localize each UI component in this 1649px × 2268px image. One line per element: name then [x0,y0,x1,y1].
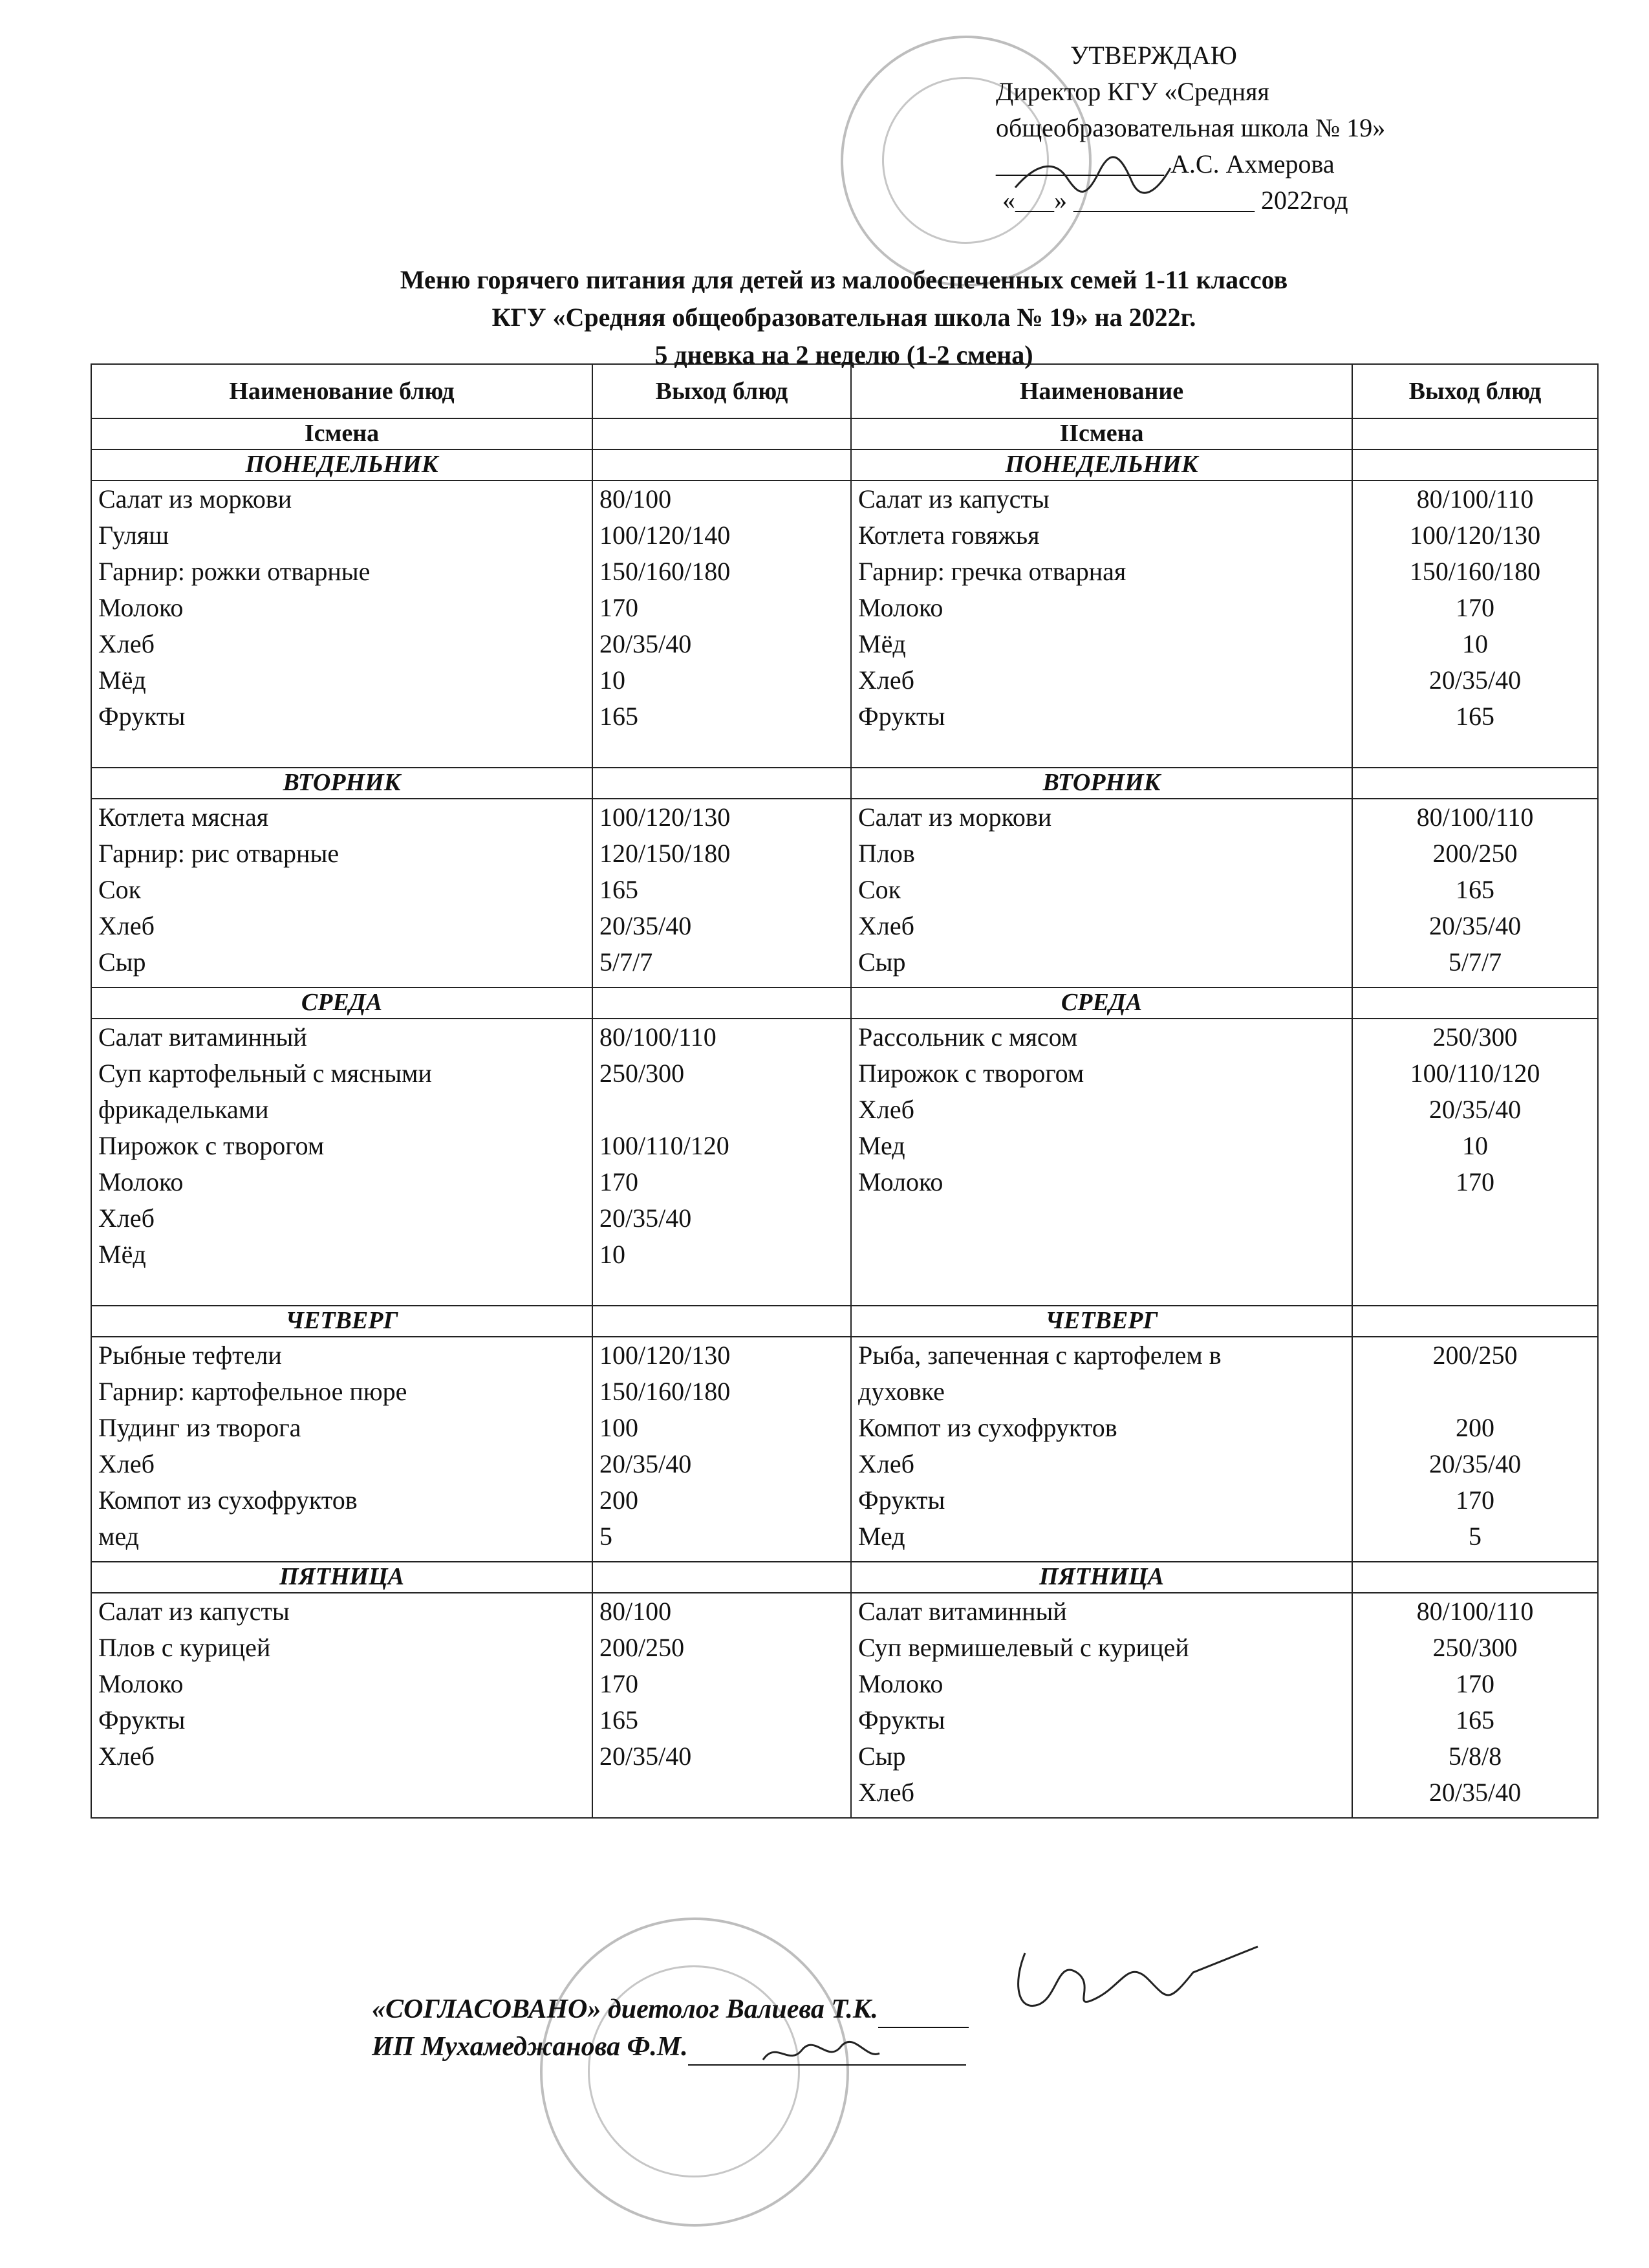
portion-value: 20/35/40 [599,1204,692,1233]
portion-value: 5/8/8 [1448,1742,1502,1771]
empty-cell [592,1306,851,1337]
portion-value: 20/35/40 [1428,665,1522,695]
dishes-row [91,1019,1598,1306]
document-title-line-3: 5 дневка на 2 неделю (1-2 смена) [654,340,1033,369]
dish-name: Хлеб [98,629,155,658]
dish-name: Пирожок с творогом [858,1059,1084,1088]
portion-value: 20/35/40 [1428,1449,1522,1478]
portion-value: 5/7/7 [1448,947,1502,977]
portion-value: 80/100/110 [599,1022,717,1052]
dish-list-shift-1 [91,799,592,988]
column-header-portion: Выход блюд [592,364,851,418]
day-name-shift-2: ВТОРНИК [851,768,1352,799]
day-name-shift-2: ПЯТНИЦА [851,1562,1352,1593]
portion-value: 10 [1462,629,1488,658]
dish-list-shift-2 [851,799,1352,988]
dishes-row [91,481,1598,768]
dish-name: Пудинг из творога [98,1413,301,1442]
empty-cell [592,768,851,799]
day-name-shift-1: ВТОРНИК [91,768,592,799]
agreed-entrepreneur: ИП Мухамеджанова Ф.М. [372,2028,969,2066]
day-name-shift-1: СРЕДА [91,988,592,1019]
signature-line [878,2001,969,2028]
dish-name: Гарнир: рис отварные [98,839,339,868]
approval-position: Директор КГУ «Средняя [996,77,1269,106]
portion-value: 100/110/120 [599,1131,729,1160]
portion-value: 10 [599,665,625,695]
dish-name: Мёд [98,1240,146,1269]
dish-name: Салат из моркови [858,803,1052,832]
shift-2-label: IIсмена [851,418,1352,449]
dishes-row [91,799,1598,988]
day-row [91,1562,1598,1593]
dish-name: Сыр [98,947,146,977]
dish-name: Фрукты [858,1705,945,1734]
days-body [91,449,1598,1818]
day-row [91,449,1598,481]
agreed-dietitian: «СОГЛАСОВАНО» диетолог Валиева Т.К. [372,1991,969,2028]
dish-name: Сыр [858,1742,906,1771]
portion-value: 165 [599,875,638,904]
portion-value: 250/300 [599,1059,685,1088]
portion-value: 100 [599,1413,638,1442]
portion-value: 250/300 [1432,1633,1518,1662]
dish-name: Хлеб [858,1449,914,1478]
portion-value: 5 [1469,1522,1482,1551]
empty-cell [1352,418,1598,449]
dish-name: Хлеб [858,1095,914,1124]
dish-name: Молоко [858,1167,943,1196]
portion-value: 80/100/110 [1416,803,1534,832]
portion-value: 200/250 [599,1633,685,1662]
portion-value: 5 [599,1522,612,1551]
dish-name: Суп картофельный с мясными [98,1059,432,1088]
document-title-line-1: Меню горячего питания для детей из малообеспеченных семей 1-11 классов [400,265,1288,294]
dish-name: Котлета говяжья [858,521,1040,550]
portion-list-shift-2 [1352,1593,1598,1818]
director-signature [1009,152,1177,204]
dish-name: Молоко [858,593,943,622]
portion-value: 165 [1456,702,1494,731]
portion-value: 200 [1456,1413,1494,1442]
table-header-row [91,364,1598,418]
dish-name: духовке [858,1377,945,1406]
dish-name: Молоко [858,1669,943,1698]
portion-list-shift-1 [592,799,851,988]
dish-name: Фрукты [98,702,186,731]
dish-list-shift-1 [91,481,592,768]
portion-value: 80/100 [599,484,672,513]
portion-value [1359,1374,1591,1410]
dish-name: Салат витаминный [98,1022,307,1052]
dish-name: Рыбные тефтели [98,1341,282,1370]
dish-name: Суп вермишелевый с курицей [858,1633,1189,1662]
portion-list-shift-2 [1352,1019,1598,1306]
dish-list-shift-2 [851,1593,1352,1818]
portion-value: 165 [1456,875,1494,904]
portion-value: 100/120/130 [1409,521,1541,550]
dish-name: Плов [858,839,915,868]
day-name-shift-1: ПОНЕДЕЛЬНИК [91,449,592,481]
entrepreneur-signature [757,2034,886,2073]
portion-value: 170 [1456,1167,1494,1196]
dish-name: Хлеб [98,1449,155,1478]
dish-name: Мёд [858,629,906,658]
portion-value: 165 [1456,1705,1494,1734]
empty-cell [1352,1306,1598,1337]
portion-value: 100/120/130 [599,803,731,832]
portion-list-shift-2 [1352,1337,1598,1562]
dish-list-shift-1 [91,1337,592,1562]
dish-name: Хлеб [98,911,155,940]
portion-list-shift-1 [592,1019,851,1306]
empty-cell [592,1562,851,1593]
portion-value: 150/160/180 [599,557,731,586]
portion-value: 170 [599,593,638,622]
dish-name: Салат из капусты [98,1597,290,1626]
portion-value: 20/35/40 [1428,911,1522,940]
portion-value: 170 [599,1167,638,1196]
day-row [91,768,1598,799]
portion-value: 100/120/130 [599,1341,731,1370]
portion-list-shift-2 [1352,799,1598,988]
dish-name: Гарнир: картофельное пюре [98,1377,407,1406]
empty-cell [592,449,851,481]
portion-value: 80/100/110 [1416,484,1534,513]
approval-date: «___» ______________ 2022год [1002,186,1348,215]
column-header-dish-name: Наименование блюд [91,364,592,418]
portion-value: 120/150/180 [599,839,731,868]
dish-name: Салат из моркови [98,484,292,513]
dish-name: Сок [98,875,142,904]
day-name-shift-2: ЧЕТВЕРГ [851,1306,1352,1337]
dish-name: Мед [858,1522,905,1551]
day-row [91,988,1598,1019]
portion-value: 170 [1456,593,1494,622]
portion-value: 165 [599,1705,638,1734]
dish-name: Гуляш [98,521,169,550]
portion-value: 165 [599,702,638,731]
dish-name: Молоко [98,1669,184,1698]
dish-name: Рассольник с мясом [858,1022,1078,1052]
dish-name: Компот из сухофруктов [98,1485,358,1515]
empty-cell [1352,449,1598,481]
dish-name: Хлеб [98,1742,155,1771]
dish-name: Сыр [858,947,906,977]
dish-name: мед [98,1522,139,1551]
portion-list-shift-1 [592,1337,851,1562]
column-header-portion-2: Выход блюд [1352,364,1598,418]
day-name-shift-2: СРЕДА [851,988,1352,1019]
portion-value: 20/35/40 [599,1449,692,1478]
dishes-row [91,1337,1598,1562]
day-name-shift-1: ЧЕТВЕРГ [91,1306,592,1337]
dish-name: Плов с курицей [98,1633,271,1662]
dish-name: Котлета мясная [98,803,269,832]
portion-list-shift-2 [1352,481,1598,768]
empty-cell [592,988,851,1019]
dish-name: Салат из капусты [858,484,1050,513]
portion-value: 150/160/180 [1409,557,1541,586]
shift-1-label: Iсмена [91,418,592,449]
dish-name: Мед [858,1131,905,1160]
column-header-dish-name-2: Наименование [851,364,1352,418]
dish-name: Хлеб [858,1778,914,1807]
portion-value: 80/100/110 [1416,1597,1534,1626]
dish-name: Мёд [98,665,146,695]
dish-name: Гарнир: рожки отварные [98,557,371,586]
dish-name: Хлеб [98,1204,155,1233]
dish-name: Молоко [98,593,184,622]
day-name-shift-1: ПЯТНИЦА [91,1562,592,1593]
menu-table [91,363,1599,1819]
dish-list-shift-2 [851,1337,1352,1562]
dishes-row [91,1593,1598,1818]
portion-list-shift-1 [592,481,851,768]
portion-value: 170 [599,1669,638,1698]
shift-row [91,418,1598,449]
portion-value: 150/160/180 [599,1377,731,1406]
portion-value [599,1092,844,1128]
dish-name: Молоко [98,1167,184,1196]
approval-heading: УТВЕРЖДАЮ [1070,41,1237,70]
dish-name: Салат витаминный [858,1597,1067,1626]
portion-value: 200/250 [1432,1341,1518,1370]
portion-value: 10 [599,1240,625,1269]
approval-organization: общеобразовательная школа № 19» [996,113,1386,142]
dish-name: Гарнир: гречка отварная [858,557,1126,586]
empty-cell [592,418,851,449]
empty-cell [1352,768,1598,799]
portion-value: 200/250 [1432,839,1518,868]
dish-name: Пирожок с творогом [98,1131,325,1160]
day-name-shift-2: ПОНЕДЕЛЬНИК [851,449,1352,481]
portion-value: 170 [1456,1669,1494,1698]
portion-value: 20/35/40 [1428,1095,1522,1124]
portion-value: 80/100 [599,1597,672,1626]
dish-name: Хлеб [858,665,914,695]
dish-list-shift-2 [851,1019,1352,1306]
portion-value: 20/35/40 [599,911,692,940]
dish-list-shift-2 [851,481,1352,768]
dish-list-shift-1 [91,1593,592,1818]
portion-value: 5/7/7 [599,947,653,977]
empty-cell [1352,988,1598,1019]
dish-list-shift-1 [91,1019,592,1306]
portion-value: 200 [599,1485,638,1515]
document-title-line-2: КГУ «Средняя общеобразовательная школа № 19» на 2022г. [491,303,1196,332]
dish-name: Рыба, запеченная с картофелем в [858,1341,1222,1370]
dish-name: Сок [858,875,901,904]
dish-name: Хлеб [858,911,914,940]
portion-value: 100/110/120 [1410,1059,1540,1088]
dish-name: Фрукты [98,1705,186,1734]
dish-name: Фрукты [858,702,945,731]
portion-list-shift-1 [592,1593,851,1818]
portion-value: 20/35/40 [599,1742,692,1771]
portion-value: 20/35/40 [1428,1778,1522,1807]
portion-value: 20/35/40 [599,629,692,658]
dish-name: Компот из сухофруктов [858,1413,1117,1442]
dish-name: фрикадельками [98,1095,269,1124]
empty-cell [1352,1562,1598,1593]
portion-value: 10 [1462,1131,1488,1160]
approval-signatory: _____________ А.С. Ахмерова [996,149,1335,178]
portion-value: 100/120/140 [599,521,731,550]
day-row [91,1306,1598,1337]
portion-value: 170 [1456,1485,1494,1515]
portion-value: 250/300 [1432,1022,1518,1052]
dietitian-signature [999,1934,1271,2031]
dish-name: Фрукты [858,1485,945,1515]
